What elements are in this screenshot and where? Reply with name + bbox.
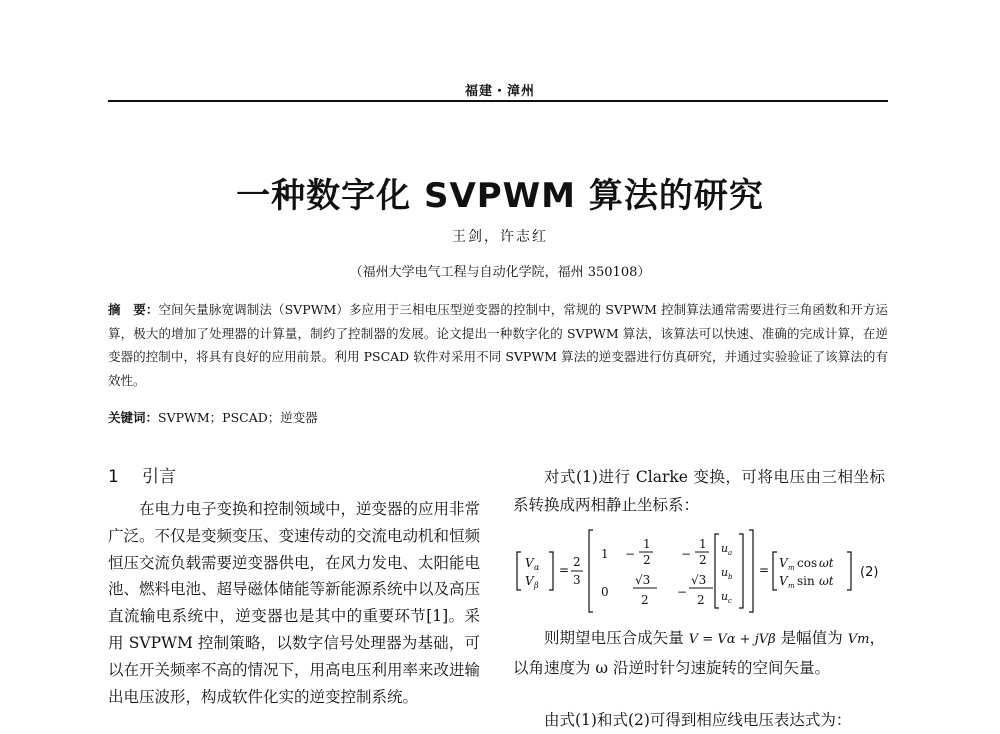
- abstract-text: 空间矢量脉宽调制法（SVPWM）多应用于三相电压型逆变器的控制中，常规的 SVPWM 控制算法通常需要进行三角函数和开方运算，极大的增加了处理器的计算量，制约了控制器的发展。论文提出一种数字化的 SVPWM 算法，该算法可以快速、准确的完成计算，在逆变器的控制中，将具有良好的应用前景。利用 PSCAD 软件对采用不同 SVPWM 算法的逆变器进行仿真研究，并通过实验验证了该算法的有效性。: [108, 302, 888, 388]
- running-header: 福建・漳州: [464, 84, 535, 99]
- clarke-paragraph: 对式(1)进行 Clarke 变换，可将电压由三相坐标系转换成两相静止坐标系：: [513, 468, 885, 514]
- svg-text:m: m: [788, 564, 795, 572]
- line-voltage-paragraph: 由式(1)和式(2)可得到相应线电压表达式为：: [544, 711, 852, 729]
- abstract-label: 摘 要：: [108, 302, 159, 317]
- svg-text:1: 1: [699, 537, 707, 551]
- svg-text:u: u: [721, 542, 729, 555]
- svg-text:2: 2: [573, 555, 581, 569]
- svg-text:V: V: [525, 574, 534, 588]
- equation-number: (2): [860, 565, 879, 580]
- introduction-paragraph: 在电力电子变换和控制领域中，逆变器的应用非常广泛。不仅是变频变压、变速传动的交流电动机和恒频恒压交流负载需要逆变器供电，在风力发电、太阳能电池、燃料电池、超导磁体储能等新能源系统中以及高压直流输电系统中，逆变器也是其中的重要环节[1]。采用 SVPWM 控制策略，以数字信号处理器为基础，可以在开关频率不高的情况下，用高电压利用率来改进输出电压波形，构成软件化实的逆变控制系统。: [108, 500, 481, 706]
- svg-text:2: 2: [643, 553, 651, 567]
- vector-formula: V = Vα + jVβ: [688, 632, 776, 647]
- svg-text:a: a: [728, 549, 733, 557]
- svg-text:β: β: [534, 581, 539, 590]
- svg-text:=: =: [759, 563, 770, 577]
- paper-authors: 王剑，许志红: [452, 229, 548, 245]
- svg-text:=: =: [559, 563, 570, 577]
- svg-text:u: u: [721, 590, 729, 603]
- paper-title: 一种数字化 SVPWM 算法的研究: [236, 176, 764, 216]
- svg-text:ωt: ωt: [819, 574, 834, 588]
- svg-text:c: c: [728, 597, 732, 605]
- vector-text-mid: 是幅值为: [780, 629, 843, 647]
- svg-text:b: b: [728, 573, 733, 581]
- vector-text-after: ，以角速度为 ω 沿逆时针匀速旋转的空间矢量。: [513, 629, 885, 677]
- amplitude-symbol: Vm: [847, 632, 870, 647]
- paper-affiliation: （福州大学电气工程与自动化学院，福州 350108）: [349, 265, 651, 280]
- clarke-transform-equation: [513, 522, 885, 618]
- svg-text:−: −: [677, 585, 688, 599]
- svg-text:−: −: [625, 547, 636, 561]
- svg-text:α: α: [534, 563, 540, 572]
- svg-text:2: 2: [699, 553, 707, 567]
- keywords-label: 关键词：: [108, 410, 159, 425]
- left-column-text: [108, 496, 480, 710]
- svg-text:sin: sin: [797, 574, 815, 588]
- right-column-intro: [513, 463, 885, 519]
- svg-text:V: V: [525, 556, 534, 570]
- svg-text:u: u: [721, 566, 729, 579]
- header-rule: [108, 100, 888, 102]
- section-title: 引言: [142, 467, 176, 487]
- keywords-text: SVPWM；PSCAD；逆变器: [158, 410, 318, 425]
- svg-text:ωt: ωt: [819, 556, 834, 570]
- svg-text:m: m: [788, 582, 795, 590]
- right-column-cutoff-text: [513, 706, 885, 734]
- svg-text:√3: √3: [691, 573, 707, 587]
- svg-text:V: V: [779, 556, 788, 570]
- svg-text:cos: cos: [797, 556, 818, 570]
- right-column-vector-text: [513, 624, 885, 682]
- svg-text:2: 2: [641, 593, 649, 607]
- section-heading-introduction: [108, 462, 176, 487]
- svg-text:V: V: [779, 574, 788, 588]
- vector-text-before: 则期望电压合成矢量: [544, 629, 684, 647]
- svg-text:1: 1: [601, 547, 609, 561]
- section-number: 1: [108, 467, 119, 487]
- svg-text:3: 3: [573, 573, 581, 587]
- svg-text:1: 1: [643, 537, 651, 551]
- keywords: [108, 408, 888, 428]
- svg-text:2: 2: [697, 593, 705, 607]
- svg-text:0: 0: [601, 585, 609, 599]
- svg-text:−: −: [681, 547, 692, 561]
- vector-paragraph: [513, 624, 885, 682]
- svg-text:√3: √3: [635, 573, 651, 587]
- abstract: [108, 298, 888, 392]
